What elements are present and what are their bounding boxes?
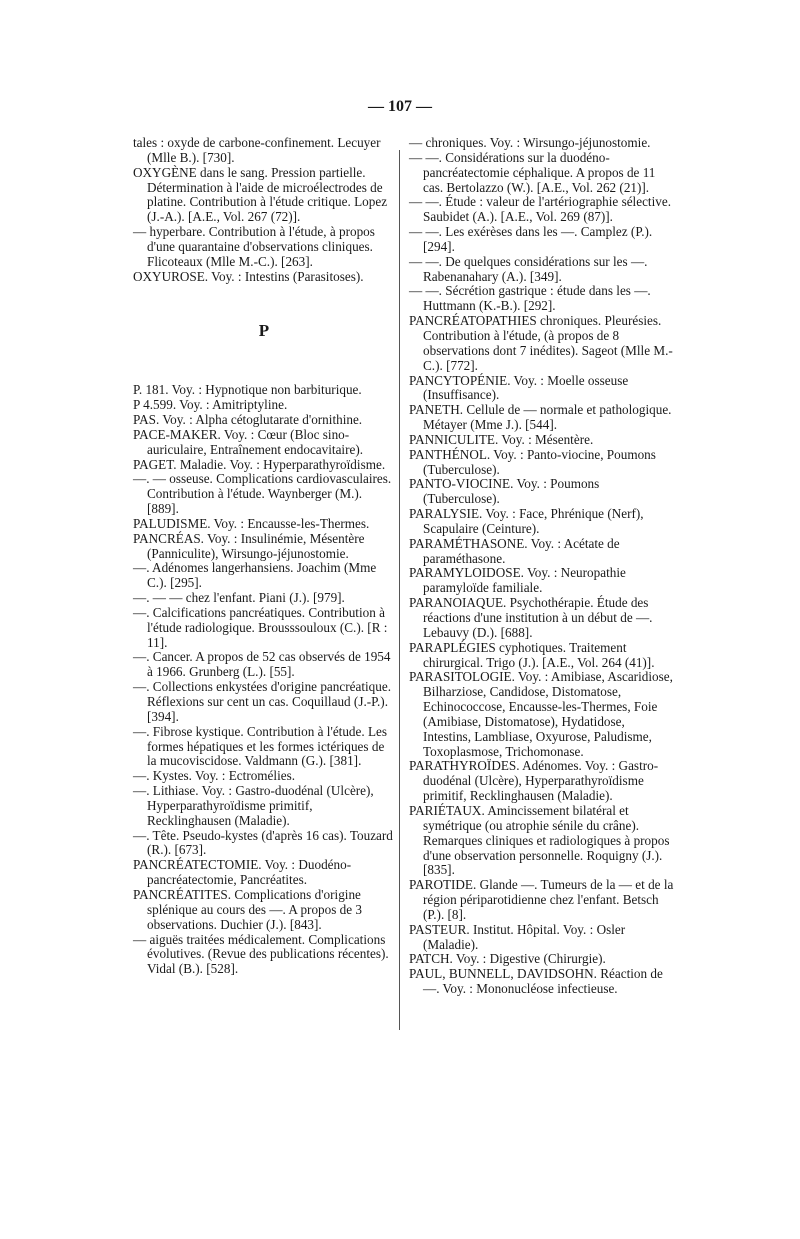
index-entry: P. 181. Voy. : Hypnotique non barbiturique. [133,382,362,398]
section-letter: P [258,321,270,341]
index-entry: — —. Considérations sur la duodéno-pancréatectomie céphalique. A propos de 11 cas. Bertolazzo (W.). [A.E., Vol. 262 (21)]. [409,149,656,195]
index-entry: PANNICULITE. Voy. : Mésentère. [409,431,594,447]
index-entry: PANETH. Cellule de — normale et pathologique. Métayer (Mme J.). [544]. [409,402,672,433]
index-entry: —. Lithiase. Voy. : Gastro-duodénal (Ulcère), Hyperparathyroïdisme primitif, Recklinghausen (Maladie). [133,783,374,828]
index-entry: —. Calcifications pancréatiques. Contribution à l'étude radiologique. Brousssouloux (C.). [R : 11]. [133,604,388,650]
index-entry: —. Cancer. A propos de 52 cas observés de 1954 à 1966. Grunberg (L.). [55]. [133,649,391,680]
index-entry: —. Adénomes langerhansiens. Joachim (Mme C.). [295]. [133,560,377,591]
index-entry: PAROTIDE. Glande —. Tumeurs de la — et de la région périparotidienne chez l'enfant. Betsch (P.). [8]. [409,877,674,922]
index-entry: PASTEUR. Institut. Hôpital. Voy. : Osler (Maladie). [409,921,626,952]
index-entry: PARASITOLOGIE. Voy. : Amibiase, Ascaridiose, Bilharziose, Candidose, Distomatose, Echinococcose, Encausse-les-Thermes, Foie (Amibiase, Distomatose), Hydatidose, Intestins, Lambliase, Oxyurose, Paludisme, Toxoplasmose, Trichomonase. [409,669,673,759]
index-entry: —. — osseuse. Complications cardiovasculaires. Contribution à l'étude. Waynberger (M.). [889]. [133,471,392,517]
index-entry: —. — — chez l'enfant. Piani (J.). [979]. [133,590,345,606]
index-entry: PANCYTOPÉNIE. Voy. : Moelle osseuse (Insuffisance). [409,372,629,403]
column-divider [399,150,400,1030]
right-column [409,136,674,997]
index-entry: —. Tête. Pseudo-kystes (d'après 16 cas). Touzard (R.). [673]. [133,827,393,858]
index-entry: PARALYSIE. Voy. : Face, Phrénique (Nerf), Scapulaire (Ceinture). [409,506,644,536]
index-entry: PAGET. Maladie. Voy. : Hyperparathyroïdisme. [133,456,386,472]
index-entry: OXYUROSE. Voy. : Intestins (Parasitoses). [133,268,364,284]
index-entry: — —. De quelques considérations sur les —. Rabenanahary (A.). [349]. [409,253,648,284]
index-entry: OXYGÈNE dans le sang. Pression partielle. Détermination à l'aide de microélectrodes de platine. Contribution à l'étude critique. Lopez (J.-A.). [A.E., Vol. 267 (72)]. [133,164,388,225]
index-entry: — —. Étude : valeur de l'artériographie sélective. Saubidet (A.). [A.E., Vol. 269 (87)]. [409,194,671,225]
index-entry: PARAMÉTHASONE. Voy. : Acétate de paraméthasone. [409,535,620,566]
index-entry: PANCRÉATECTOMIE. Voy. : Duodéno-pancréatectomie, Pancréatites. [133,857,352,888]
index-entry: PANCRÉAS. Voy. : Insulinémie, Mésentère (Panniculite), Wirsungo-jéjunostomie. [133,530,365,561]
index-entry: — —. Sécrétion gastrique : étude dans les —. Huttmann (K.-B.). [292]. [409,283,651,314]
index-entry: —. Collections enkystées d'origine pancréatique. Réflexions sur cent un cas. Coquillaud (J.-P.). [394]. [133,679,391,724]
index-entry: PANCRÉATOPATHIES chroniques. Pleurésies. Contribution à l'étude, (à propos de 8 observations dont 7 inédites). Sageot (Mlle M.-C.). [772]. [409,313,673,373]
index-entry: PANTHÉNOL. Voy. : Panto-viocine, Poumons (Tuberculose). [409,446,656,477]
index-entry: —. Kystes. Voy. : Ectromélies. [133,768,296,784]
index-entry: tales : oxyde de carbone-confinement. Lecuyer (Mlle B.). [730]. [133,135,381,165]
index-entry: PARATHYROÏDES. Adénomes. Voy. : Gastro-duodénal (Ulcère), Hyperparathyroïdisme primitif, Recklinghausen (Maladie). [409,758,659,804]
left-column [133,136,395,977]
index-entry: PATCH. Voy. : Digestive (Chirurgie). [409,951,606,967]
index-entry: PAS. Voy. : Alpha cétoglutarate d'ornithine. [133,411,363,427]
page-number: — 107 — [368,98,432,115]
index-entry: PALUDISME. Voy. : Encausse-les-Thermes. [133,515,370,531]
index-entry: PACE-MAKER. Voy. : Cœur (Bloc sino-auriculaire, Entraînement endocavitaire). [133,426,364,457]
index-entry: PAUL, BUNNELL, DAVIDSOHN. Réaction de —. Voy. : Mononucléose infectieuse. [409,966,663,997]
index-entry: PARAMYLOIDOSE. Voy. : Neuropathie paramyloïde familiale. [409,565,626,596]
index-entry: PARAPLÉGIES cyphotiques. Traitement chirurgical. Trigo (J.). [A.E., Vol. 264 (41)]. [409,639,655,670]
index-entry: — aiguës traitées médicalement. Complications évolutives. (Revue des publications récentes). Vidal (B.). [528]. [133,931,389,977]
index-entry: PANCRÉATITES. Complications d'origine splénique au cours des —. A propos de 3 observations. Duchier (J.). [843]. [133,886,362,932]
index-entry: PARIÉTAUX. Amincissement bilatéral et symétrique (ou atrophie sénile du crâne). Remarques cliniques et radiologiques à propos d'une observation personnelle. Roquigny (J.). [835]. [409,802,670,878]
index-entry: — hyperbare. Contribution à l'étude, à propos d'une quarantaine d'observations cliniques. Flicoteaux (Mlle M.-C.). [263]. [133,224,375,269]
index-entry: — chroniques. Voy. : Wirsungo-jéjunostomie. [409,135,651,150]
index-entry: PARANOIAQUE. Psychothérapie. Étude des réactions d'une institution à un début de —. Lebauvy (D.). [688]. [409,595,653,640]
index-entry: PANTO-VIOCINE. Voy. : Poumons (Tuberculose). [409,476,600,507]
index-entry: —. Fibrose kystique. Contribution à l'étude. Les formes hépatiques et les formes ictériques de la mucoviscidose. Valdmann (G.). [381]. [133,723,388,769]
index-entry: P 4.599. Voy. : Amitriptyline. [133,397,288,413]
index-entry: — —. Les exérèses dans les —. Camplez (P.). [294]. [409,224,653,254]
